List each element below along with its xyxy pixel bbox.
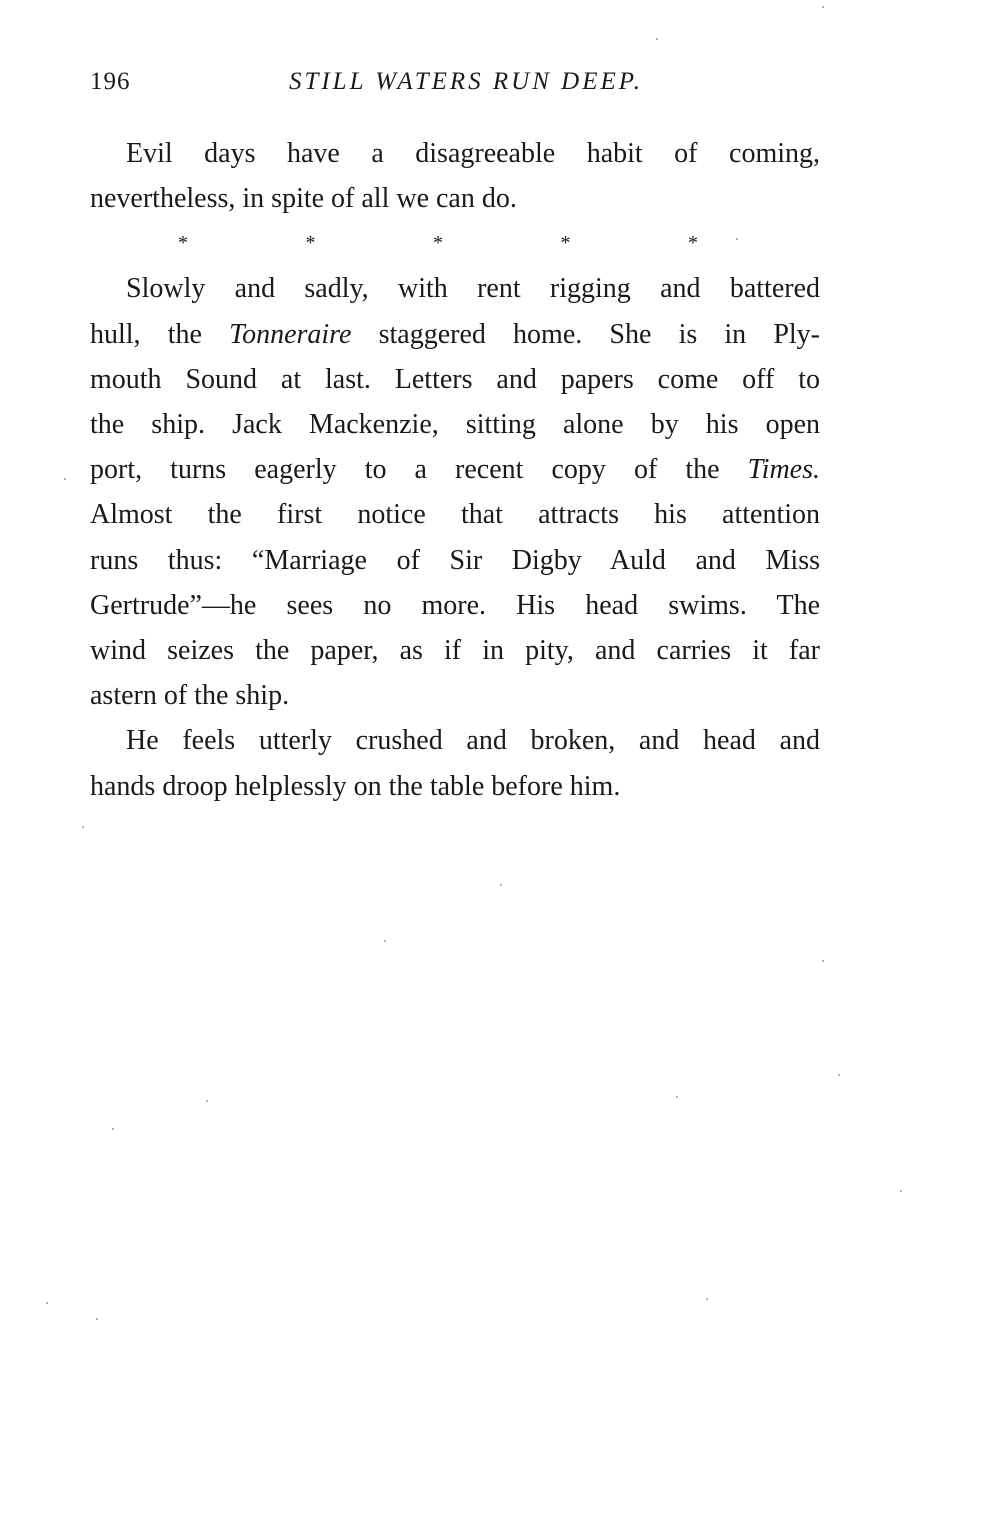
text-line: Almost the first notice that attracts his attention (90, 499, 820, 531)
paper-speck (112, 1128, 114, 1130)
text-line: astern of the ship. (90, 680, 290, 712)
text-line: Evil days have a disagreeable habit of coming, (126, 138, 820, 169)
paper-speck (822, 6, 824, 8)
paper-speck (500, 884, 502, 886)
running-head (90, 68, 820, 108)
newspaper-name: Times. (747, 454, 820, 486)
asterisk: * (178, 232, 188, 255)
paper-speck (384, 940, 386, 942)
paper-speck (676, 1096, 678, 1098)
paper-speck (46, 1302, 48, 1304)
text-line: nevertheless, in spite of all we can do. (90, 183, 517, 215)
asterisk: * (305, 232, 316, 255)
paper-speck (900, 1190, 902, 1192)
paper-speck (656, 38, 658, 40)
paper-speck (206, 1100, 208, 1102)
paragraph-1 (90, 131, 820, 221)
text-line: the ship. Jack Mackenzie, sitting alone by his open (90, 409, 820, 441)
text-segment: staggered home. She is in Ply- (351, 318, 821, 350)
asterisk: * (433, 232, 443, 255)
body-text (90, 131, 820, 809)
asterisk: * (560, 232, 571, 255)
running-title: STILL WATERS RUN DEEP. (288, 68, 644, 95)
ship-name: Tonneraire (229, 318, 352, 350)
text-line (90, 447, 820, 492)
text-line: Gertrude”—he sees no more. His head swims. The (90, 589, 820, 621)
text-line: hands droop helplessly on the table before him. (90, 770, 621, 802)
text-line: Slowly and sadly, with rent rigging and battered (126, 273, 820, 305)
paper-speck (822, 960, 824, 962)
section-break-asterisks (178, 221, 698, 266)
text-line: mouth Sound at last. Letters and papers come off to (90, 363, 820, 395)
text-line: runs thus: “Marriage of Sir Digby Auld and Miss (90, 544, 820, 576)
asterisk: * (688, 232, 698, 255)
text-segment: port, turns eagerly to a recent copy of the (90, 454, 748, 486)
text-segment: hull, the (90, 318, 230, 350)
text-line (90, 312, 820, 357)
paper-speck (838, 1074, 840, 1076)
paper-speck (736, 238, 738, 240)
paper-speck (96, 1318, 98, 1320)
text-line: wind seizes the paper, as if in pity, and carries it far (90, 635, 820, 667)
paper-speck (82, 826, 84, 828)
page-number: 196 (90, 68, 131, 95)
paper-speck (64, 478, 66, 480)
paragraph-2 (90, 266, 820, 718)
text-line: He feels utterly crushed and broken, and head and (126, 725, 820, 757)
paragraph-3 (90, 718, 820, 808)
paper-speck (706, 1298, 708, 1300)
